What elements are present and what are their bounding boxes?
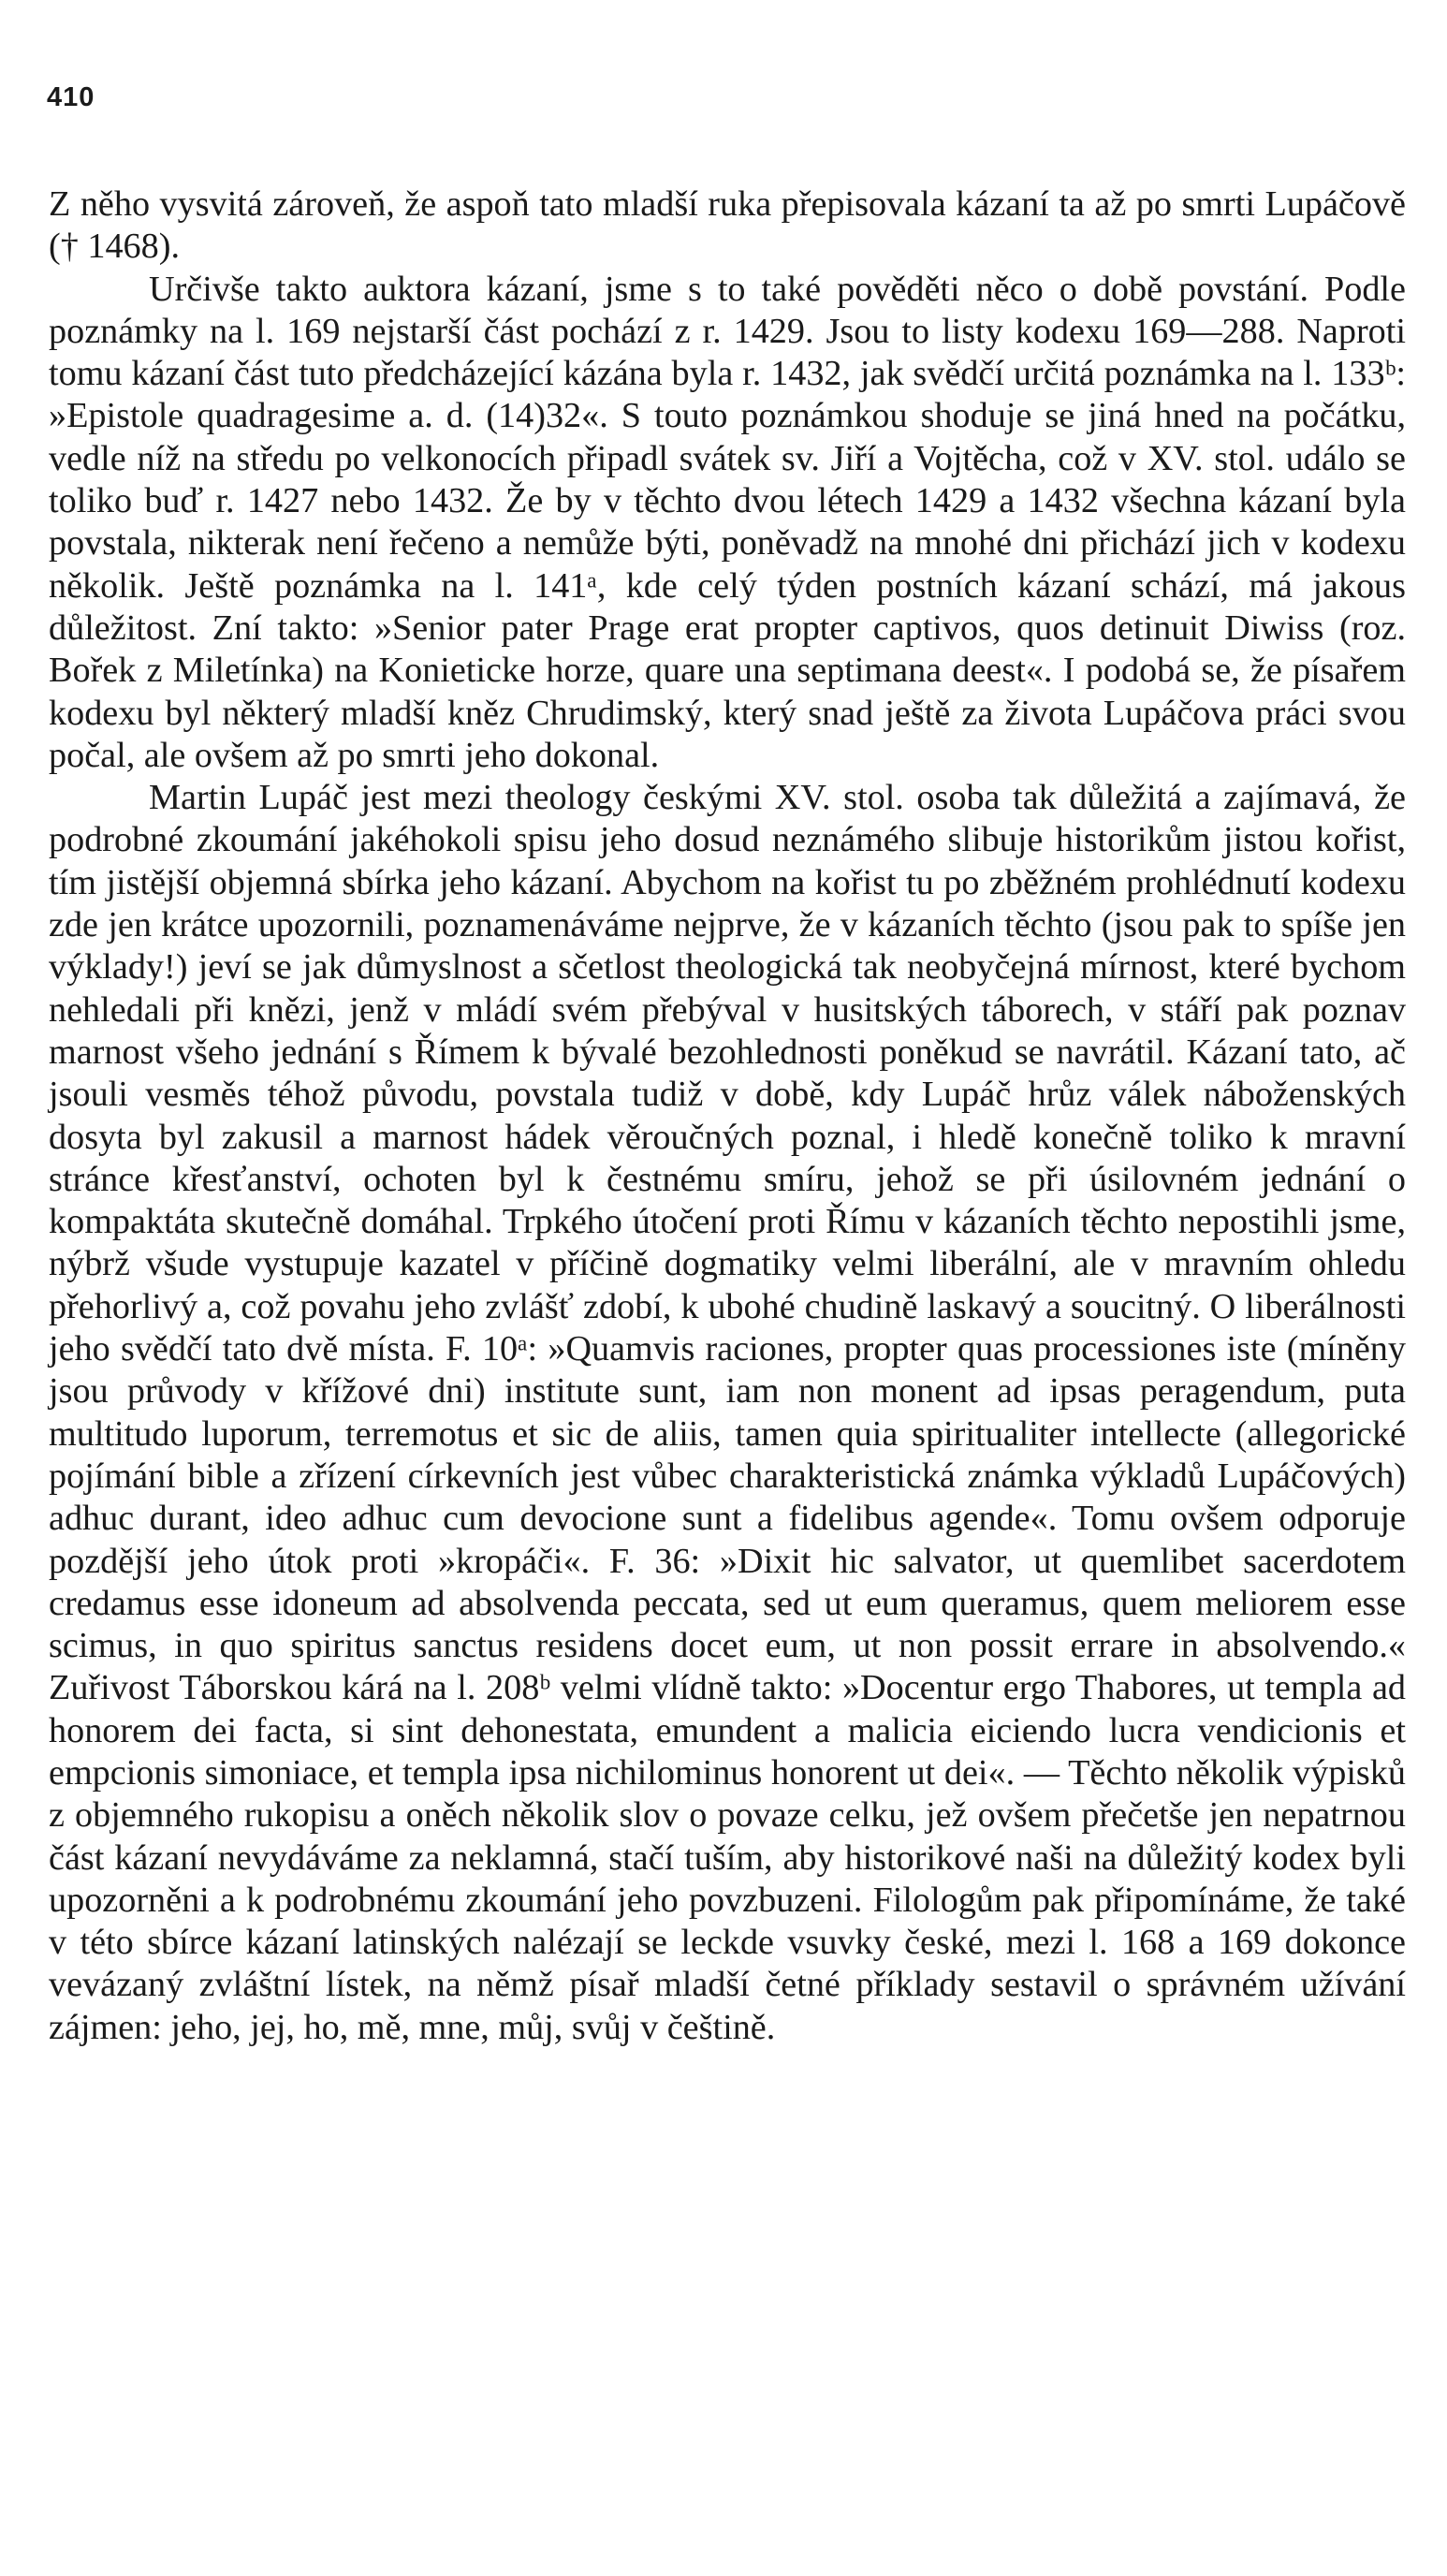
paragraph-continuation: Z něho vysvitá zároveň, že aspoň tato mladší ruka přepisovala kázaní ta až po smrti Lupáčově († 1468). — [49, 184, 1406, 267]
document-body — [49, 183, 1406, 2049]
page-number: 410 — [47, 82, 95, 112]
paragraph-lupac: Martin Lupáč jest mezi theology českými XV. stol. osoba tak důležitá a zajímavá, že podrobné zkoumání jakéhokoli spisu jeho dosud neznámého slibuje historikům jistou kořist, tím jistější objemná sbírka jeho kázaní. Abychom na kořist tu po zběžném prohlédnutí kodexu zde jen krátce upozornili, poznamenáváme nejprve, že v kázaních těchto (jsou pak to spíše jen výklady!) jeví se jak důmyslnost a sčetlost theologická tak neobyčejná mírnost, které bychom nehledali při knězi, jenž v mládí svém přebýval v husitských táborech, v stáří pak poznav marnost všeho jednání s Římem k bývalé bezohlednosti poněkud se navrátil. Kázaní tato, ač jsouli vesměs téhož původu, povstala tudiž v době, kdy Lupáč hrůz válek náboženských dosyta byl zakusil a marnost hádek věroučných poznal, i hledě konečně toliko k mravní stránce křesťanství, ochoten byl k čestnému smíru, jehož se při úsilovném jednání o kompaktáta skutečně domáhal. Trpkého útočení proti Římu v kázaních těchto nepostihli jsme, nýbrž všude vystupuje kazatel v příčině dogmatiky velmi liberální, ale v mravním ohledu přehorlivý a, což povahu jeho zvlášť zdobí, k ubohé chudině laskavý a soucitný. O liberálnosti jeho svědčí tato dvě místa. F. 10ᵃ: »Quamvis raciones, propter quas processiones iste (míněny jsou průvody v křížové dni) institute sunt, iam non monent ad ipsas peragendum, puta multitudo luporum, terremotus et sic de aliis, tamen quia spiritualiter intellecte (allegorické pojímání bible a zřízení církevních jest vůbec charakteristická známka výkladů Lupáčových) adhuc durant, ideo adhuc cum devocione sunt a fidelibus agende«. Tomu ovšem odporuje pozdější jeho útok proti »kropáči«. F. 36: »Dixit hic salvator, ut quemlibet sacerdotem credamus esse idoneum ad absolvenda peccata, sed ut eum queramus, quem meliorem esse scimus, in quo spiritus sanctus residens docet eum, ut non possit errare in absolvendo.« Zuřivost Táborskou kárá na l. 208ᵇ velmi vlídně takto: »Docentur ergo Thabores, ut templa ad honorem dei facta, si sint dehonestata, emundent a malicia eiciendo lucra vendicionis et empcionis simoniace, et templa ipsa nichilominus honorent ut dei«. — Těchto několik výpisků z objemného rukopisu a oněch několik slov o povaze celku, jež ovšem přečetše jen nepatrnou část kázaní nevydáváme za neklamná, stačí tuším, aby historikové naši na důležitý kodex byli upozorněni a k podrobnému zkoumání jeho povzbuzeni. Filologům pak připomínáme, že také v této sbírce kázaní latinských nalézají se leckde vsuvky české, mezi l. 168 a 169 dokonce vevázaný zvláštní lístek, na němž písař mladší četné příklady sestavil o správném užívání zájmen: jeho, jej, ho, mě, mne, můj, svůj v češtině. — [49, 778, 1406, 2047]
paragraph-dating: Určivše takto auktora kázaní, jsme s to také pověděti něco o době povstání. Podle poznámky na l. 169 nejstarší část pochází z r. 1429. Jsou to listy kodexu 169—288. Naproti tomu kázaní část tuto předcházející kázána byla r. 1432, jak svědčí určitá poznámka na l. 133ᵇ: »Epistole quadragesime a. d. (14)32«. S touto poznámkou shoduje se jiná hned na počátku, vedle níž na středu po velkonocích připadl svátek sv. Jiří a Vojtěcha, což v XV. stol. událo se toliko buď r. 1427 nebo 1432. Že by v těchto dvou létech 1429 a 1432 všechna kázaní byla povstala, nikterak není řečeno a nemůže býti, poněvadž na mnohé dni přichází jich v kodexu několik. Ještě poznámka na l. 141ᵃ, kde celý týden postních kázaní schází, má jakous důležitost. Zní takto: »Senior pater Prage erat propter captivos, quos detinuit Diwiss (roz. Bořek z Miletínka) na Konieticke horze, quare una septimana deest«. I podobá se, že písařem kodexu byl některý mladší kněz Chrudimský, který snad ještě za života Lupáčova práci svou počal, ale ovšem až po smrti jeho dokonal. — [49, 269, 1406, 775]
